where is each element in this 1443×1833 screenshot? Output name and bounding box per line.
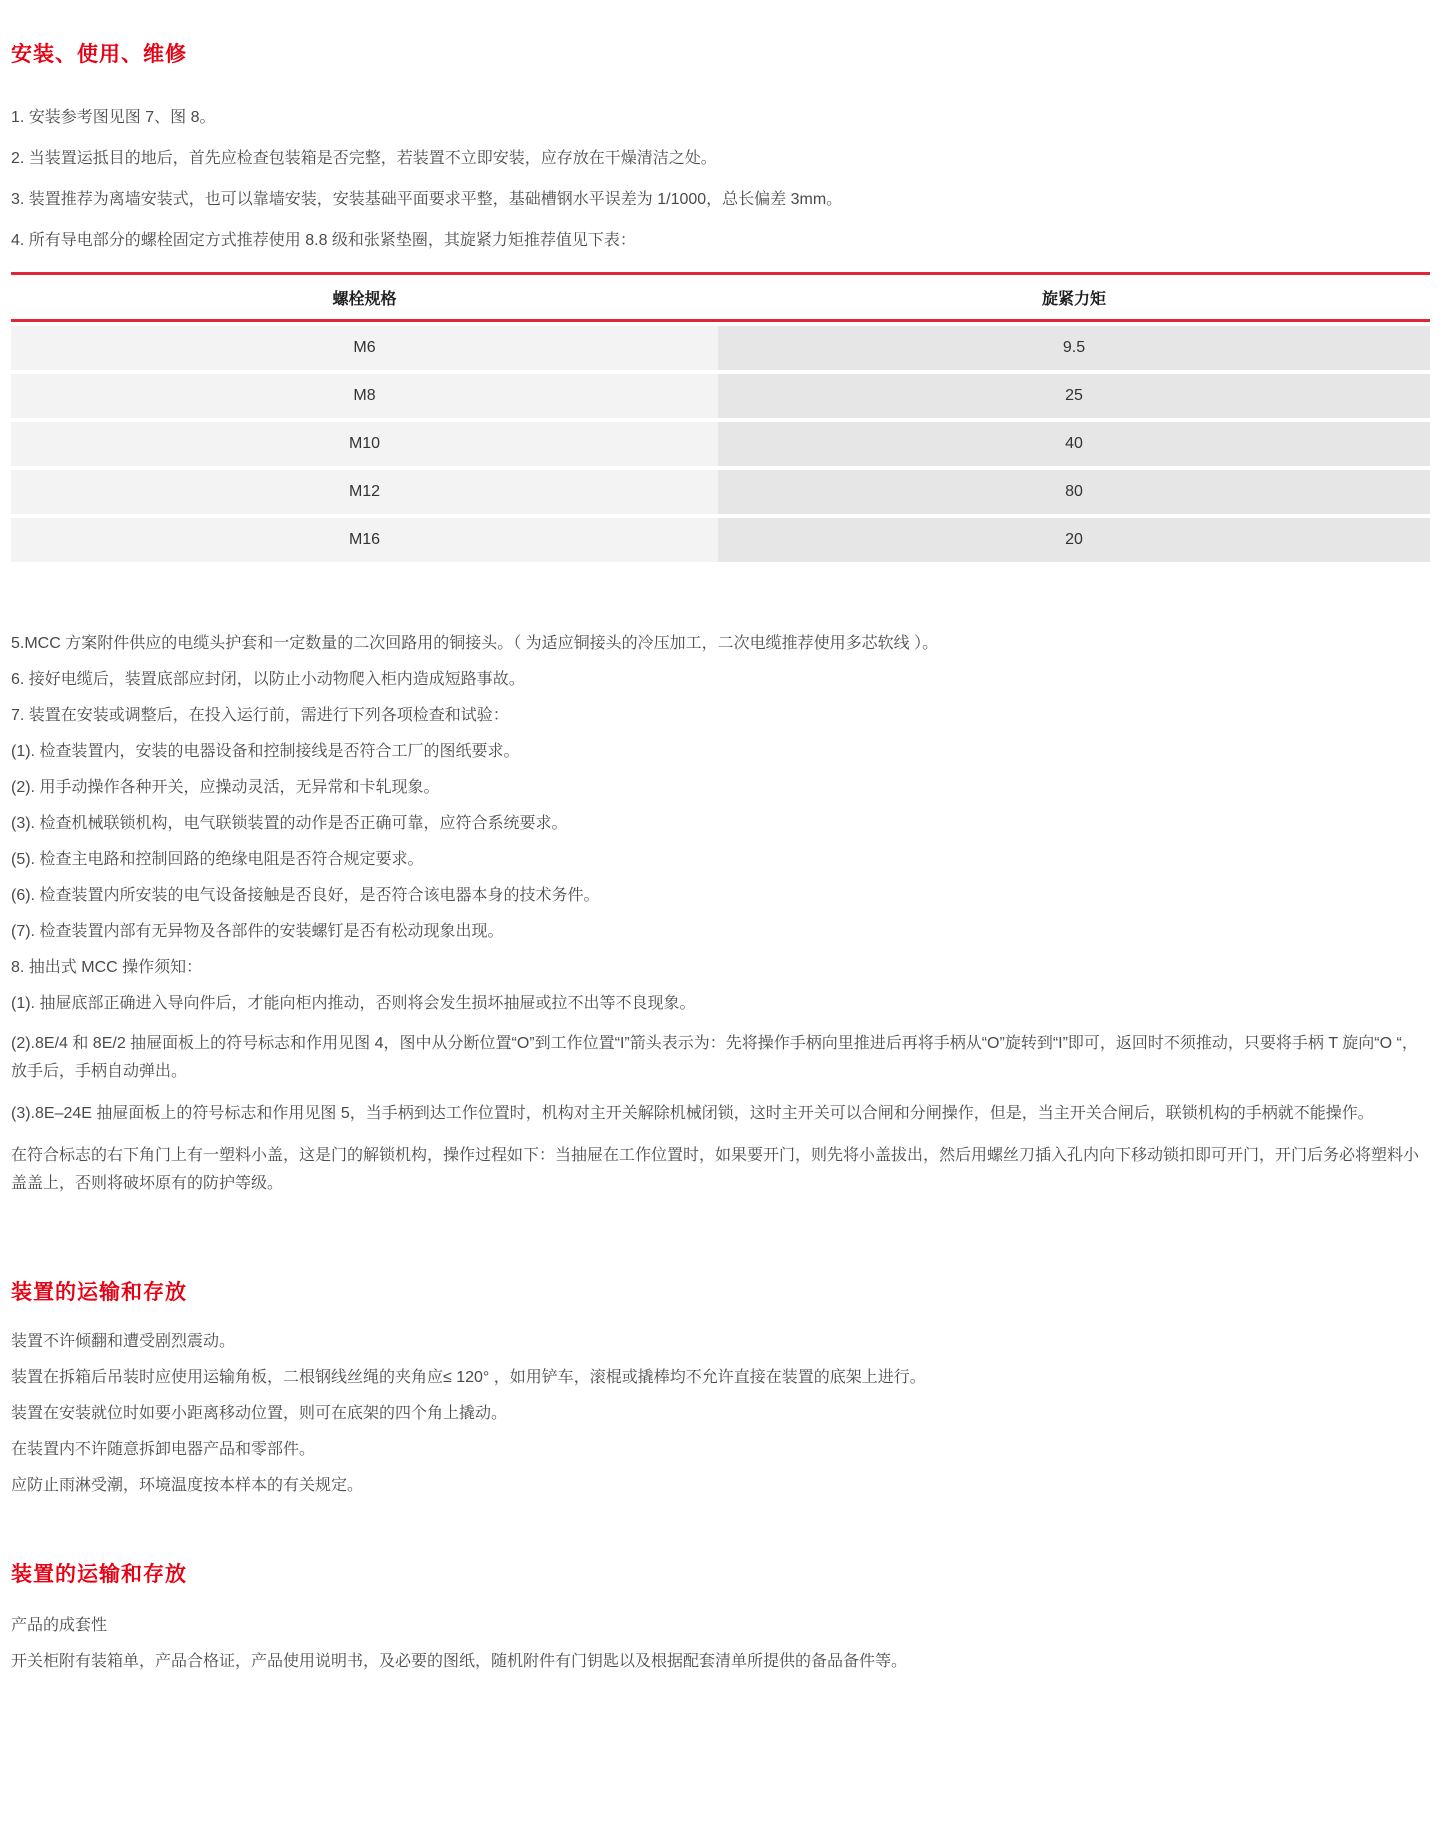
table-row — [11, 470, 1430, 514]
check-item-1: (1). 检查装置内，安装的电器设备和控制接线是否符合工厂的图纸要求。 — [11, 743, 520, 760]
bolt-spec-cell: M10 — [11, 422, 718, 466]
install-item-1: 1. 安装参考图见图 7、图 8。 — [11, 109, 216, 126]
install-instructions — [11, 108, 1430, 251]
check-item-6: (6). 检查装置内所安装的电气设备接触是否良好，是否符合该电器本身的技术务件。 — [11, 887, 600, 904]
torque-value-cell: 80 — [718, 470, 1430, 514]
bolt-torque-table — [11, 272, 1430, 562]
bolt-spec-cell: M8 — [11, 374, 718, 418]
transport-section — [11, 1276, 1430, 1496]
check-item-2: (2). 用手动操作各种开关，应操动灵活，无异常和卡轧现象。 — [11, 779, 440, 796]
table-row — [11, 518, 1430, 562]
table-row — [11, 326, 1430, 370]
check-item-3: (3). 检查机械联锁机构，电气联锁装置的动作是否正确可靠，应符合系统要求。 — [11, 815, 568, 832]
drawer-note-1: (1). 抽屉底部正确进入导向件后，才能向柜内推动，否则将会发生损坏抽屉或拉不出等不良现象。 — [11, 995, 696, 1012]
drawer-note-2: (2).8E/4 和 8E/2 抽屉面板上的符号标志和作用见图 4，图中从分断位置“O”到工作位置“I”箭头表示为：先将操作手柄向里推进后再将手柄从“O”旋转到“I”即可，返回时不须推动，只要将手柄 T 旋向“O “，放手后，手柄自动弹出。 — [11, 1035, 1418, 1080]
transport-item-3: 装置在安装就位时如要小距离移动位置，则可在底架的四个角上撬动。 — [11, 1405, 508, 1422]
bolt-spec-cell: M12 — [11, 470, 718, 514]
check-item-7: (7). 检查装置内部有无异物及各部件的安装螺钉是否有松动现象出现。 — [11, 923, 504, 940]
transport-item-4: 在装置内不许随意拆卸电器产品和零部件。 — [11, 1441, 316, 1458]
torque-column-header: 旋紧力矩 — [1041, 290, 1106, 308]
table-row — [11, 374, 1430, 418]
install-item-2: 2. 当装置运抵目的地后，首先应检查包装箱是否完整，若装置不立即安装，应存放在干燥清洁之处。 — [11, 150, 717, 167]
install-item-3: 3. 装置推荐为离墙安装式，也可以靠墙安装，安装基础平面要求平整，基础槽钢水平误差为 1/1000，总长偏差 3mm。 — [11, 191, 843, 208]
note-7: 7. 装置在安装或调整后，在投入运行前，需进行下列各项检查和试验： — [11, 707, 509, 724]
transport-item-1: 装置不许倾翻和遭受剧烈震动。 — [11, 1333, 236, 1350]
transport-item-5: 应防止雨淋受潮，环境温度按本样本的有关规定。 — [11, 1477, 364, 1494]
table-row — [11, 422, 1430, 466]
completeness-subtitle: 产品的成套性 — [11, 1617, 108, 1634]
transport-section-title: 装置的运输和存放 — [11, 1281, 187, 1304]
completeness-item: 开关柜附有装箱单，产品合格证，产品使用说明书，及必要的图纸，随机附件有门钥匙以及根据配套清单所提供的备品备件等。 — [11, 1653, 908, 1670]
note-8: 8. 抽出式 MCC 操作须知： — [11, 959, 203, 976]
torque-value-cell: 40 — [718, 422, 1430, 466]
torque-value-cell: 25 — [718, 374, 1430, 418]
install-item-4: 4. 所有导电部分的螺栓固定方式推荐使用 8.8 级和张紧垫圈，其旋紧力矩推荐值见下表： — [11, 232, 636, 249]
torque-value-cell: 20 — [718, 518, 1430, 562]
check-item-5: (5). 检查主电路和控制回路的绝缘电阻是否符合规定要求。 — [11, 851, 424, 868]
transport-item-2: 装置在拆箱后吊装时应使用运输角板，二根钢线丝绳的夹角应≤ 120° ，如用铲车，滚棍或撬棒均不允许直接在装置的底架上进行。 — [11, 1369, 926, 1386]
note-6: 6. 接好电缆后，装置底部应封闭，以防止小动物爬入柜内造成短路事故。 — [11, 671, 525, 688]
note-5: 5.MCC 方案附件供应的电缆头护套和一定数量的二次回路用的铜接头。（ 为适应铜接头的冷压加工，二次电缆推荐使用多芯软线 ）。 — [11, 635, 939, 652]
table-header-row — [11, 275, 1430, 322]
torque-value-cell: 9.5 — [718, 326, 1430, 370]
completeness-section-title: 装置的运输和存放 — [11, 1563, 187, 1586]
drawer-note-3: (3).8E–24E 抽屉面板上的符号标志和作用见图 5，当手柄到达工作位置时，机构对主开关解除机械闭锁，这时主开关可以合闸和分闸操作，但是，当主开关合闸后，联锁机构的手柄就不能操作。 — [11, 1105, 1374, 1122]
bolt-spec-column-header: 螺栓规格 — [332, 290, 397, 308]
bolt-spec-cell: M16 — [11, 518, 718, 562]
bolt-spec-cell: M6 — [11, 326, 718, 370]
completeness-section — [11, 1558, 1430, 1672]
door-cover-note: 在符合标志的右下角门上有一塑料小盖，这是门的解锁机构，操作过程如下：当抽屉在工作位置时，如果要开门，则先将小盖拔出，然后用螺丝刀插入孔内向下移动锁扣即可开门，开门后务必将塑料小盖盖上，否则将破坏原有的防护等级。 — [11, 1147, 1420, 1192]
usage-notes — [11, 634, 1430, 1198]
page-title: 安装、使用、维修 — [11, 43, 187, 66]
